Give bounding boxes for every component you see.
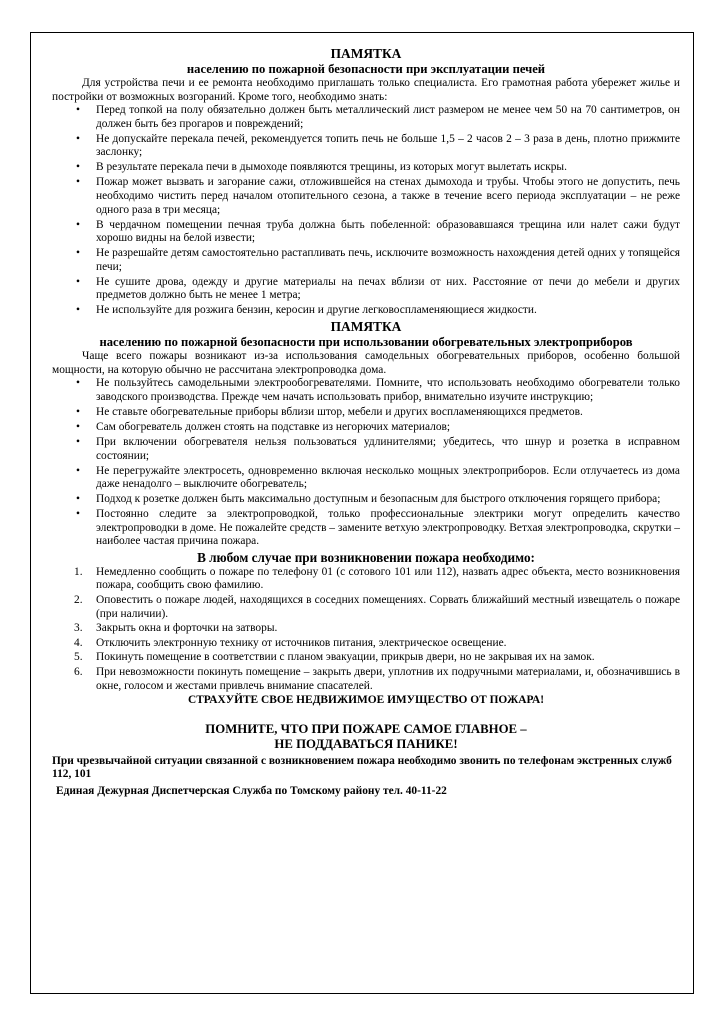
- remember-line2: НЕ ПОДДАВАТЬСЯ ПАНИКЕ!: [274, 736, 458, 751]
- section1-intro: Для устройства печи и ее ремонта необходимо приглашать только специалиста. Его грамотная работа убережет жилье и постройки от возможных возгораний. Кроме того, необходимо знать:: [52, 77, 680, 103]
- list-item: • Не перегружайте электросеть, одновременно включая несколько мощных электроприборов. Если отлучаетесь из дома даже ненадолго – выключите обогреватель;: [96, 465, 680, 492]
- section2-intro: Чаще всего пожары возникают из-за использования самодельных обогревательных приборов, особенно большой мощности, на которую обычно не рассчитана электропроводка дома.: [52, 350, 680, 376]
- list-item: • Не пользуйтесь самодельными электрообогревателями. Помните, что использовать необходимо обогреватели только заводского производства. Прежде чем начать использовать прибор, внимательно изучите инструкцию;: [96, 377, 680, 404]
- item-number: 6.: [74, 665, 83, 678]
- item-text: При невозможности покинуть помещение – закрыть двери, уплотнив их подручными материалами, и, обозначившись в окне, голосом и жестами привлечь внимание спасателей.: [96, 665, 680, 692]
- section3-list: [52, 566, 680, 693]
- section2-title: ПАМЯТКА: [330, 319, 402, 335]
- section2-subtitle: населению по пожарной безопасности при использовании обогревательных электроприборов: [99, 334, 633, 349]
- list-item: [74, 593, 680, 621]
- list-item: • Постоянно следите за электропроводкой, только профессиональные электрики могут определить качество электропроводки в доме. Не пожалейте средств – замените ветхую электропроводку. Ветхая электропроводка, скрутки – наиболее частая причина пожара.: [96, 508, 680, 549]
- list-item: • В чердачном помещении печная труба должна быть побеленной: образовавшаяся трещина или налет сажи будут хорошо видны на белой извести;: [96, 219, 680, 246]
- section3-title: В любом случае при возникновении пожара необходимо:: [197, 550, 535, 566]
- list-item: • Не используйте для розжига бензин, керосин и другие легковоспламеняющиеся жидкости.: [96, 304, 680, 318]
- list-item: [74, 651, 680, 665]
- section1-title: ПАМЯТКА: [330, 46, 402, 61]
- list-item: • Не сушите дрова, одежду и другие материалы на печах вблизи от них. Расстояние от печи до мебели и других предметов должно быть не менее 1 метра;: [96, 276, 680, 303]
- list-item: • Не разрешайте детям самостоятельно растапливать печь, исключите возможность нахождения детей одних у топящейся печи;: [96, 247, 680, 274]
- dispatch-service: Единая Дежурная Диспетчерская Служба по Томскому району тел. 40-11-22: [56, 784, 447, 797]
- list-item: [74, 665, 680, 693]
- item-number: 2.: [74, 593, 83, 606]
- emergency-phones: При чрезвычайной ситуации связанной с возникновением пожара необходимо звонить по телефонам экстренных служб 112, 101: [52, 754, 672, 781]
- item-number: 1.: [74, 565, 83, 578]
- remember-line1: ПОМНИТЕ, ЧТО ПРИ ПОЖАРЕ САМОЕ ГЛАВНОЕ –: [205, 721, 527, 736]
- document-body: [52, 46, 680, 798]
- item-text: Немедленно сообщить о пожаре по телефону 01 (с сотового 101 или 112), назвать адрес объекта, место возникновения пожара, сообщить свою фамилию.: [96, 565, 680, 592]
- list-item: • Не допускайте перекала печей, рекомендуется топить печь не больше 1,5 – 2 часов 2 – 3 раза в день, плотно прижмите заслонку;: [96, 133, 680, 160]
- list-item: • Пожар может вызвать и загорание сажи, отложившейся на стенах дымохода и трубы. Чтобы этого не допустить, печь необходимо чистить перед началом отопительного сезона, а также в течение всего периода эксплуатации – не реже одного раза в три месяца;: [96, 176, 680, 217]
- item-text: Закрыть окна и форточки на затворы.: [96, 622, 278, 635]
- list-item: • Сам обогреватель должен стоять на подставке из негорючих материалов;: [96, 421, 680, 435]
- list-item: • Подход к розетке должен быть максимально доступным и безопасным для быстрого отключения горящего прибора;: [96, 493, 680, 507]
- item-text: Покинуть помещение в соответствии с планом эвакуации, прикрыв двери, но не закрывая их на замок.: [96, 651, 595, 664]
- item-number: 3.: [74, 622, 83, 635]
- item-text: Оповестить о пожаре людей, находящихся в соседних помещениях. Сорвать ближайший местный извещатель о пожаре (при наличии).: [96, 593, 680, 620]
- list-item: • Не ставьте обогревательные приборы вблизи штор, мебели и других воспламеняющихся предметов.: [96, 406, 680, 420]
- list-item: • Перед топкой на полу обязательно должен быть металлический лист размером не менее чем 50 на 70 сантиметров, он должен быть без прогаров и повреждений;: [96, 104, 680, 131]
- section2-list: [52, 377, 680, 548]
- list-item: [74, 636, 680, 651]
- insure-notice: СТРАХУЙТЕ СВОЕ НЕДВИЖИМОЕ ИМУЩЕСТВО ОТ ПОЖАРА!: [187, 694, 545, 707]
- list-item: • В результате перекала печи в дымоходе появляются трещины, из которых могут вылетать искры.: [96, 161, 680, 175]
- list-item: [74, 622, 680, 636]
- section1-list: [52, 104, 680, 318]
- item-text: Отключить электронную технику от источников питания, электрическое освещение.: [96, 636, 507, 649]
- list-item: [74, 565, 680, 593]
- list-item: • При включении обогревателя нельзя пользоваться удлинителями; убедитесь, что шнур и розетка в исправном состоянии;: [96, 436, 680, 463]
- item-number: 4.: [74, 636, 83, 649]
- item-number: 5.: [74, 651, 83, 664]
- section1-subtitle: населению по пожарной безопасности при эксплуатации печей: [186, 61, 546, 76]
